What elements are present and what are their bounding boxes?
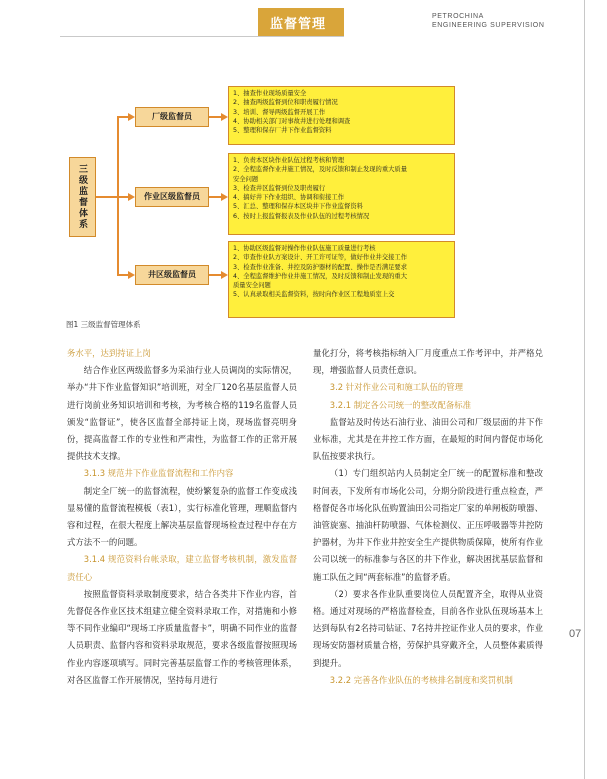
duty-item: 5、整理和保存厂井下作业监督资料 bbox=[233, 127, 332, 135]
duty-item: 3、培训、督导两级监督开展工作 bbox=[233, 108, 326, 116]
duty-item: 2、全程监督作业井施工情况，及时反馈和制止发现的重大质量 bbox=[233, 166, 408, 174]
duty-item: 2、抽查两级监督到位和职责履行情况 bbox=[233, 99, 338, 107]
duty-item: 2、审查作业队方案设计、开工许可证等，做好作业井交接工作 bbox=[233, 254, 408, 262]
body-paragraph: （2）要求各作业队重要岗位人员配置齐全，取得从业资格。通过对现场的严格监督检查，目前各作业队伍现场基本上达到每队有2名持司钻证、7名持井控证作业人员的要求，作业现场安防器材质量合格，劳保护具穿戴齐全，人员整体素质得到提升。 bbox=[313, 588, 543, 668]
brand-line-1: PETROCHINA bbox=[432, 13, 484, 20]
level-box-area: 作业区级监督员 bbox=[135, 187, 209, 207]
connector-root-out bbox=[96, 196, 118, 198]
header-section-title: 监督管理 bbox=[270, 17, 327, 32]
duty-item: 3、检查井区监督到位及职责履行 bbox=[233, 184, 326, 192]
subsection-heading: 3.2.1 制定各公司统一的整改配备标准 bbox=[329, 399, 472, 410]
arrow-branch-1 bbox=[128, 113, 135, 121]
body-paragraph: 监督站及时传达石油行业、油田公司和厂级层面的井下作业标准，尤其是在井控工作方面，在最短的时间内督促市场化队伍按要求执行。 bbox=[313, 416, 543, 462]
body-paragraph: （1）专门组织站内人员制定全厂统一的配置标准和整改时间表，下发所有市场化公司，分期分阶段进行重点检查，严格督促各市场化队伍购置油田公司指定厂家的单闸板防喷器、油管旋塞、抽油杆防喷器、气体检测仪、正压呼吸器等井控防护器材，为井下作业井控安全生产提供物质保障，使所有作业公司以统一的标准参与各区的井下作业，解决困扰基层监督和施工队伍之间“两套标准”的监督矛盾。 bbox=[313, 468, 543, 582]
brand-line-2: ENGINEERING SUPERVISION bbox=[432, 22, 545, 29]
level-box-well: 井区级监督员 bbox=[135, 265, 209, 285]
subsection-heading: 3.1.4 规范资料台帐录取，建立监督考核机制，激发监督责任心 bbox=[67, 554, 297, 582]
connector-level-1 bbox=[209, 116, 221, 118]
duty-item: 5、认真录取相关监督资料，按时向作业区工程地质室上交 bbox=[233, 291, 395, 299]
left-text-column bbox=[67, 345, 297, 689]
arrow-level-1 bbox=[221, 113, 228, 121]
arrow-branch-3 bbox=[128, 271, 135, 279]
duties-box-plant bbox=[228, 86, 455, 145]
figure-caption: 图1 三级监督管理体系 bbox=[66, 320, 141, 329]
body-paragraph: 按照监督资料录取制度要求，结合各类井下作业内容，首先督促各作业区技术组建立健全资料录取工作，对措施和小修等不同作业编印“现场工序质量监督卡”，明确不同作业的监督人员职责、监督内容和资料录取规范，要求各级监督按照现场作业内容逐项填写。同时完善基层监督工作的考核管理体系，对各区监督工作开展情况，坚持每月进行 bbox=[67, 588, 297, 685]
duty-item: 1、协助区级监督对操作作业队伍施工质量进行考核 bbox=[233, 245, 376, 252]
duty-item: 1、抽查作业现场质量安全 bbox=[233, 90, 307, 97]
connector-level-3 bbox=[209, 274, 221, 276]
level-box-plant: 厂级监督员 bbox=[135, 107, 209, 127]
duty-item: 4、协助相关部门对事故井进行处理和调查 bbox=[233, 117, 351, 125]
supervision-diagram bbox=[0, 0, 607, 330]
duty-item: 6、按时上报监督报表及作业队伍的过程考核情况 bbox=[233, 212, 370, 220]
section-heading: 3.2 针对作业公司和施工队伍的管理 bbox=[329, 382, 464, 393]
connector-level-2 bbox=[209, 196, 221, 198]
duty-item: 1、负责本区块作业队伍过程考核和管理 bbox=[233, 157, 345, 164]
duty-item: 安全问题 bbox=[233, 175, 259, 183]
arrow-branch-2 bbox=[128, 193, 135, 201]
duty-item: 4、全程监督维护作业井施工情况，及时反馈和制止发现的重大 bbox=[233, 272, 408, 280]
page-number: 07 bbox=[569, 628, 582, 640]
duty-item: 3、检查作业准备、井控及防护器材的配置、操作是否满足要求 bbox=[233, 263, 408, 271]
diagram-root-box bbox=[69, 157, 96, 237]
duties-box-well bbox=[228, 241, 455, 318]
right-text-column bbox=[313, 345, 543, 689]
duty-item: 质量安全问题 bbox=[233, 282, 271, 290]
body-paragraph: 结合作业区两级监督多为采油行业人员调岗的实际情况，举办“井下作业监督知识”培训班，对全厂120名基层监督人员进行岗前业务知识培训和考核，为考核合格的119名监督人员颁发“监督证”，使各区监督全部持证上岗，现场监督亮明身份，提高监督工作的专业性和严肃性，为监督工作的正常开展提供技术支撑。 bbox=[67, 365, 297, 462]
section-heading: 务水平，达到持证上岗 bbox=[67, 348, 151, 358]
duties-box-area bbox=[228, 153, 455, 235]
subsection-heading: 3.2.2 完善各作业队伍的考核排名制度和奖罚机制 bbox=[329, 674, 513, 685]
arrow-level-2 bbox=[221, 193, 228, 201]
arrow-level-3 bbox=[221, 271, 228, 279]
body-paragraph-continued: 量化打分，将考核指标纳入厂月度重点工作考评中，并严格兑现，增强监督人员责任意识。 bbox=[313, 348, 543, 376]
subsection-heading: 3.1.3 规范井下作业监督流程和工作内容 bbox=[83, 468, 234, 479]
body-paragraph: 制定全厂统一的监督流程，使纷繁复杂的监督工作变成浅显易懂的监督流程模板（表1），实行标准化管理，理顺监督内容和过程，在很大程度上解决基层监督现场检查过程中存在方式方法不一的问题。 bbox=[67, 485, 297, 548]
diagram-root-label: 三级监督体系 bbox=[77, 164, 87, 230]
duty-item: 5、汇总、整理和保存本区块井下作业监督资料 bbox=[233, 203, 363, 211]
duty-item: 4、搞好井下作业组织、协调和衔接工作 bbox=[233, 194, 345, 202]
